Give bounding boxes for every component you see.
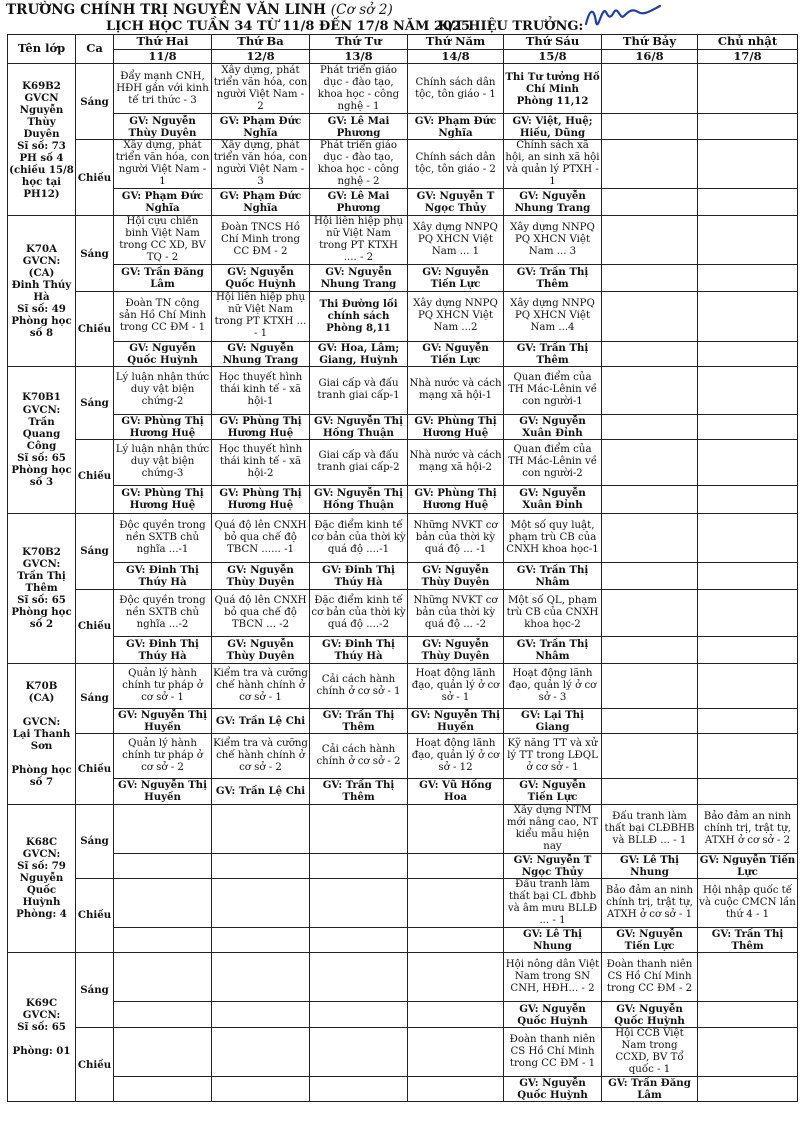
teacher-cell [212,1077,310,1102]
date-header: 17/8 [698,49,798,64]
subject-cell: Xây dựng, phát triển văn hóa, con người Việt Nam - 2 [212,64,310,114]
subject-cell: Đặc điểm kinh tế cơ bản của thời kỳ quá độ ....-2 [310,589,408,636]
teacher-cell: GV: Nguyễn Thị Hồng Thuận [310,485,408,513]
teacher-cell [114,1002,212,1028]
teacher-cell: GV: Hoa, Lâm; Giang, Huỳnh [310,341,408,366]
subject-row [8,366,798,414]
teacher-cell [602,265,698,292]
class-info-cell: K69B2 GVCN Nguyễn Thùy Duyên Sĩ số: 73 PH số 4 (chiều 15/8 học tại PH12) [8,64,76,216]
teacher-cell: GV: Nguyễn Thị Huyền [408,708,504,733]
subject-cell: Bảo đảm an ninh chính trị, trật tự, ATXH ở cơ sở - 2 [698,804,798,853]
subject-cell: Học thuyết hình thái kinh tế - xã hội-1 [212,366,310,414]
subject-cell [310,878,408,927]
subject-cell: Cải cách hành chính ở cơ sở - 2 [310,733,408,778]
teacher-cell: GV: Lê Thị Nhung [602,853,698,878]
teacher-cell [212,1002,310,1028]
subject-cell [698,733,798,778]
teacher-cell: GV: Nguyễn Quốc Huỳnh [504,1002,602,1028]
teacher-cell: GV: Lê Mai Phương [310,114,408,140]
subject-cell [408,804,504,853]
campus-label: (Cơ sở 2) [330,2,393,18]
teacher-row [8,636,798,663]
teacher-cell: GV: Phạm Đức Nghĩa [408,114,504,140]
teacher-cell: GV: Phạm Đức Nghĩa [212,114,310,140]
subject-cell: Hoạt động lãnh đạo, quản lý ở cơ sở - 3 [504,663,602,708]
teacher-cell [698,708,798,733]
subject-cell: Quan điểm của TH Mác-Lênin về con người-1 [504,366,602,414]
subject-cell: Cải cách hành chính ở cơ sở - 1 [310,663,408,708]
teacher-cell [114,928,212,953]
day-header: Thứ Ba [212,35,310,50]
teacher-row [8,1002,798,1028]
teacher-cell [408,928,504,953]
day-header: Thứ Năm [408,35,504,50]
teacher-cell [310,853,408,878]
subject-cell: Hội CCB Việt Nam trong CCXD, BV Tổ quốc - 1 [602,1028,698,1077]
subject-cell [602,439,698,485]
teacher-cell [408,1077,504,1102]
subject-cell: Độc quyền trong nền SXTB chủ nghĩa ...-2 [114,589,212,636]
subject-cell: Xây dựng NNPQ PQ XHCN Việt Nam ... 1 [408,216,504,265]
teacher-cell: GV: Việt, Huệ; Hiếu, Dũng [504,114,602,140]
teacher-cell: GV: Nguyễn Xuân Đỉnh [504,485,602,513]
subject-cell: Đoàn thanh niên CS Hồ Chí Minh trong CC ĐM - 2 [602,953,698,1002]
teacher-cell: GV: Trần Thị Thêm [504,341,602,366]
signatory-label: K/T HIỆU TRƯỞNG: [438,19,584,34]
teacher-cell [408,853,504,878]
subject-cell: Một số QL, phạm trù CB của CNXH khoa học-2 [504,589,602,636]
subject-cell: Xây dựng NNPQ PQ XHCN Việt Nam ...2 [408,292,504,341]
teacher-cell: GV: Lê Thị Nhung [504,928,602,953]
teacher-cell: GV: Trần Đăng Lâm [602,1077,698,1102]
school-name: TRƯỜNG CHÍNH TRỊ NGUYỄN VĂN LINH (Cơ sở 2) [6,2,393,18]
teacher-cell: GV: Đinh Thị Thúy Hà [310,562,408,589]
session-morning: Sáng [76,804,114,878]
subject-cell: Quản lý hành chính tư pháp ở cơ sở - 2 [114,733,212,778]
subject-cell: Thi Đường lối chính sách Phòng 8,11 [310,292,408,341]
subject-cell [212,1028,310,1077]
subject-cell: Hoạt động lãnh đạo, quản lý ở cơ sở - 12 [408,733,504,778]
subject-cell [114,953,212,1002]
teacher-row [8,485,798,513]
day-header: Chủ nhật [698,35,798,50]
subject-cell: Nhà nước và cách mạng xã hội-2 [408,439,504,485]
subject-row [8,589,798,636]
teacher-cell: GV: Nguyễn Thùy Duyên [114,114,212,140]
teacher-cell [602,636,698,663]
subject-cell: Đoàn TNCS Hồ Chí Minh trong CC ĐM - 2 [212,216,310,265]
subject-row [8,878,798,927]
subject-cell: Xây dựng NNPQ PQ XHCN Việt Nam ...4 [504,292,602,341]
teacher-cell: GV: Phùng Thị Hương Huệ [408,414,504,439]
subject-cell: Phát triển giáo dục - đào tạo, khoa học - công nghệ - 1 [310,64,408,114]
teacher-cell: GV: Nguyễn Thùy Duyên [212,636,310,663]
teacher-cell: GV: Trần Thị Thêm [310,778,408,804]
subject-cell: Quá độ lên CNXH bỏ qua chế độ TBCN ...... -1 [212,513,310,562]
subject-cell: Quản lý hành chính tư pháp ở cơ sở - 1 [114,663,212,708]
teacher-cell: GV: Nguyễn Nhung Trang [310,265,408,292]
subject-cell: Học thuyết hình thái kinh tế - xã hội-2 [212,439,310,485]
teacher-cell [698,778,798,804]
subject-cell: Chính sách dân tộc, tôn giáo - 1 [408,64,504,114]
teacher-row [8,114,798,140]
schedule-title: LỊCH HỌC TUẦN 34 TỪ 11/8 ĐẾN 17/8 NĂM 2025 [106,19,471,34]
subject-cell: Xây dựng, phát triển văn hóa, con người Việt Nam - 1 [114,140,212,189]
subject-cell: Thi Tư tưởng Hồ Chí Minh Phòng 11,12 [504,64,602,114]
teacher-cell: GV: Phùng Thị Hương Huệ [212,485,310,513]
subject-cell: Lý luận nhận thức duy vật biện chứng-2 [114,366,212,414]
class-info-cell: K70A GVCN: (CA) Đinh Thúy Hà Sĩ số: 49 Phòng học số 8 [8,216,76,366]
subject-cell: Xây dựng NNPQ PQ XHCN Việt Nam ... 3 [504,216,602,265]
teacher-cell: GV: Lê Mai Phương [310,189,408,216]
teacher-cell: GV: Nguyễn Quốc Huỳnh [602,1002,698,1028]
subject-cell: Hội liên hiệp phụ nữ Việt Nam trong PT KTXH .... - 2 [310,216,408,265]
teacher-cell: GV: Nguyễn Tiến Lực [504,778,602,804]
subject-cell [698,513,798,562]
teacher-cell: GV: Đinh Thị Thúy Hà [310,636,408,663]
teacher-cell: GV: Lại Thị Giang [504,708,602,733]
subject-cell [602,589,698,636]
teacher-cell: GV: Trần Thị Thêm [698,928,798,953]
subject-cell [602,513,698,562]
subject-cell [310,804,408,853]
teacher-cell: GV: Trần Thị Nhâm [504,562,602,589]
session-afternoon: Chiều [76,140,114,216]
subject-cell: Kiểm tra và cưỡng chế hành chính ở cơ sở - 1 [212,663,310,708]
class-info-cell: K70B (CA) GVCN: Lại Thanh Sơn Phòng học số 7 [8,663,76,804]
subject-cell [602,216,698,265]
subject-cell [602,366,698,414]
teacher-cell: GV: Phùng Thị Hương Huệ [114,414,212,439]
teacher-row [8,778,798,804]
teacher-row [8,1077,798,1102]
teacher-cell [602,414,698,439]
subject-cell: Giai cấp và đấu tranh giai cấp-2 [310,439,408,485]
teacher-cell: GV: Nguyễn Thị Huyền [114,708,212,733]
subject-cell: Giai cấp và đấu tranh giai cấp-1 [310,366,408,414]
teacher-cell [698,414,798,439]
teacher-cell [114,853,212,878]
subject-cell [408,1028,504,1077]
subject-cell: Hội liên hiệp phụ nữ Việt Nam trong PT KTXH ... - 1 [212,292,310,341]
subject-cell: Chính sách dân tộc, tôn giáo - 2 [408,140,504,189]
subject-cell: Một số quy luật, phạm trù CB của CNXH khoa học-1 [504,513,602,562]
teacher-cell: GV: Nguyễn Thùy Duyên [408,562,504,589]
teacher-row [8,562,798,589]
teacher-cell [698,189,798,216]
teacher-cell [698,114,798,140]
teacher-row [8,414,798,439]
schedule-table [7,34,798,1102]
session-afternoon: Chiều [76,292,114,366]
teacher-cell: GV: Phạm Đức Nghĩa [212,189,310,216]
teacher-row [8,189,798,216]
teacher-cell [310,928,408,953]
session-afternoon: Chiều [76,878,114,952]
subject-cell [698,1028,798,1077]
class-info-cell: K69C GVCN: Sĩ số: 65 Phòng: 01 [8,953,76,1102]
subject-cell: Chính sách xã hội, an sinh xã hội và quản lý PTXH - 1 [505,140,600,188]
teacher-cell: GV: Nguyễn Nhung Trang [504,189,602,216]
teacher-cell [698,341,798,366]
subject-cell: Đặc điểm kinh tế cơ bản của thời kỳ quá độ ....-1 [310,513,408,562]
teacher-cell [698,1002,798,1028]
session-afternoon: Chiều [76,439,114,513]
subject-cell: Quá độ lên CNXH bỏ qua chế độ TBCN ... -2 [212,589,310,636]
teacher-cell [698,485,798,513]
session-afternoon: Chiều [76,1028,114,1102]
teacher-cell: GV: Nguyễn Thị Hồng Thuận [310,414,408,439]
session-morning: Sáng [76,513,114,589]
schedule-body [8,64,798,1102]
teacher-cell: GV: Nguyễn T Ngọc Thủy [408,189,504,216]
teacher-cell: GV: Nguyễn Quốc Huỳnh [504,1077,602,1102]
session-morning: Sáng [76,64,114,140]
subject-cell [114,1028,212,1077]
teacher-cell: GV: Nguyễn T Ngọc Thủy [504,853,602,878]
teacher-cell: GV: Nguyễn Tiến Lực [408,341,504,366]
teacher-cell: GV: Trần Thị Nhâm [504,636,602,663]
subject-cell: Đấu tranh làm thất bại CL đbhb và âm mưu BLLĐ ... - 1 [504,878,602,927]
date-header: 16/8 [602,49,698,64]
subject-row [8,439,798,485]
subject-cell [602,292,698,341]
session-morning: Sáng [76,366,114,439]
date-header: 12/8 [212,49,310,64]
session-morning: Sáng [76,663,114,733]
teacher-cell [698,562,798,589]
subject-row [8,1028,798,1077]
teacher-row [8,265,798,292]
subject-cell [602,140,698,189]
teacher-cell: GV: Đinh Thị Thúy Hà [114,562,212,589]
day-header: Thứ Bảy [602,35,698,50]
teacher-cell [602,189,698,216]
subject-cell [408,878,504,927]
subject-cell: Xây dựng, phát triển văn hóa, con người Việt Nam - 3 [212,140,310,189]
session-morning: Sáng [76,953,114,1028]
subject-cell [698,216,798,265]
teacher-cell: GV: Trần Lệ Chi [212,708,310,733]
subject-cell: Bảo đảm an ninh chính trị, trật tự, ATXH ở cơ sở - 1 [602,878,698,927]
teacher-cell [698,636,798,663]
subject-cell: Hội nông dân Việt Nam trong SN CNH, HĐH... - 2 [504,953,602,1002]
teacher-cell [212,928,310,953]
subject-cell [698,589,798,636]
date-header: 13/8 [310,49,408,64]
teacher-cell: GV: Nguyễn Tiến Lực [602,928,698,953]
teacher-cell: GV: Trần Thị Thêm [310,708,408,733]
subject-cell: Hoạt động lãnh đạo, quản lý ở cơ sở - 1 [408,663,504,708]
subject-cell [602,733,698,778]
teacher-cell [408,1002,504,1028]
teacher-cell: GV: Phùng Thị Hương Huệ [212,414,310,439]
subject-cell [408,953,504,1002]
class-column-header: Tên lớp [8,35,76,64]
teacher-cell [310,1077,408,1102]
teacher-row [8,928,798,953]
teacher-cell: GV: Nguyễn Tiến Lực [408,265,504,292]
day-header: Thứ Sáu [504,35,602,50]
teacher-cell: GV: Nguyễn Tiến Lực [698,853,798,878]
subject-row [8,292,798,341]
subject-cell: Nhà nước và cách mạng xã hội-1 [408,366,504,414]
session-morning: Sáng [76,216,114,292]
subject-cell [212,804,310,853]
date-header: 14/8 [408,49,504,64]
subject-cell: Kiểm tra và cưỡng chế hành chính ở cơ sở - 2 [212,733,310,778]
subject-cell: Phát triển giáo dục - đào tạo, khoa học - công nghệ - 2 [310,140,408,189]
class-info-cell: K70B1 GVCN: Trần Quang Công Sĩ số: 65 Phòng học số 3 [8,366,76,513]
teacher-cell [602,562,698,589]
subject-cell [698,663,798,708]
teacher-row [8,341,798,366]
subject-cell: Kỹ năng TT và xử lý TT trong LĐQL ở cơ sở - 1 [504,733,602,778]
subject-row [8,804,798,853]
subject-cell: Đoàn TN cộng sản Hồ Chí Minh trong CC ĐM - 1 [114,292,212,341]
subject-row [8,513,798,562]
subject-cell: Độc quyền trong nền SXTB chủ nghĩa ...-1 [114,513,212,562]
teacher-cell: GV: Nguyễn Nhung Trang [212,341,310,366]
subject-row [8,663,798,708]
teacher-cell [602,778,698,804]
subject-cell [602,64,698,114]
subject-cell [212,953,310,1002]
subject-cell [602,663,698,708]
class-info-cell: K68C GVCN: Sĩ số: 79 Nguyễn Quốc Huỳnh Phòng: 4 [8,804,76,952]
session-column-header: Ca [76,35,114,64]
session-afternoon: Chiều [76,733,114,804]
teacher-cell: GV: Trần Đăng Lâm [114,265,212,292]
subject-cell: Xây dựng NTM mới nâng cao, NT kiểu mẫu hiện nay [504,804,602,853]
teacher-cell: GV: Nguyễn Xuân Đỉnh [504,414,602,439]
subject-cell [698,439,798,485]
subject-cell [698,953,798,1002]
teacher-cell: GV: Nguyễn Quốc Huỳnh [212,265,310,292]
teacher-cell: GV: Nguyễn Quốc Huỳnh [114,341,212,366]
subject-cell [114,804,212,853]
day-header: Thứ Tư [310,35,408,50]
teacher-cell: GV: Nguyễn Thị Huyền [114,778,212,804]
subject-cell: Đoàn thanh niên CS Hồ Chí Minh trong CC ĐM - 1 [504,1028,602,1077]
teacher-cell [602,341,698,366]
subject-cell: Những NVKT cơ bản của thời kỳ quá độ ... -2 [408,589,504,636]
subject-cell: Hội nhập quốc tế và cuộc CMCN lần thứ 4 - 1 [698,878,798,927]
subject-row [8,64,798,114]
subject-cell: Đấu tranh làm thất bại CLĐBHB và BLLĐ ... - 1 [602,804,698,853]
class-info-cell: K70B2 GVCN: Trần Thị Thêm Sĩ số: 65 Phòng học số 2 [8,513,76,663]
session-afternoon: Chiều [76,589,114,663]
date-header: 15/8 [504,49,602,64]
subject-cell [310,1028,408,1077]
subject-cell [114,878,212,927]
teacher-cell: GV: Nguyễn Thùy Duyên [408,636,504,663]
teacher-cell: GV: Phùng Thị Hương Huệ [408,485,504,513]
subject-cell [310,953,408,1002]
teacher-cell [602,708,698,733]
subject-cell [698,64,798,114]
subject-cell [698,292,798,341]
teacher-row [8,853,798,878]
subject-cell [698,366,798,414]
subject-row [8,216,798,265]
subject-cell [212,878,310,927]
date-header: 11/8 [114,49,212,64]
subject-cell [698,140,798,189]
teacher-cell: GV: Phạm Đức Nghĩa [114,189,212,216]
teacher-cell [698,265,798,292]
subject-cell: Lý luận nhận thức duy vật biện chứng-3 [114,439,212,485]
teacher-cell [212,853,310,878]
teacher-cell: GV: Đinh Thị Thúy Hà [114,636,212,663]
teacher-cell [310,1002,408,1028]
teacher-cell: GV: Nguyễn Thùy Duyên [212,562,310,589]
subject-cell: Quan điểm của TH Mác-Lênin về con người-2 [504,439,602,485]
teacher-cell: GV: Vũ Hồng Hoa [408,778,504,804]
subject-cell: Hội cựu chiến binh Việt Nam trong CC XD, BV TQ - 2 [114,216,212,265]
day-header: Thứ Hai [114,35,212,50]
teacher-row [8,708,798,733]
teacher-cell: GV: Trần Thị Thêm [504,265,602,292]
subject-row [8,733,798,778]
subject-cell: Những NVKT cơ bản của thời kỳ quá độ ... -1 [408,513,504,562]
teacher-cell [114,1077,212,1102]
subject-cell: Đẩy mạnh CNH, HĐH gắn với kinh tế tri thức - 3 [114,64,212,114]
teacher-cell [602,114,698,140]
teacher-cell [698,1077,798,1102]
handwritten-signature [582,2,662,34]
subject-row [8,140,798,189]
teacher-cell: GV: Trần Lệ Chi [212,778,310,804]
subject-row [8,953,798,1002]
teacher-cell: GV: Phùng Thị Hương Huệ [114,485,212,513]
teacher-cell [602,485,698,513]
